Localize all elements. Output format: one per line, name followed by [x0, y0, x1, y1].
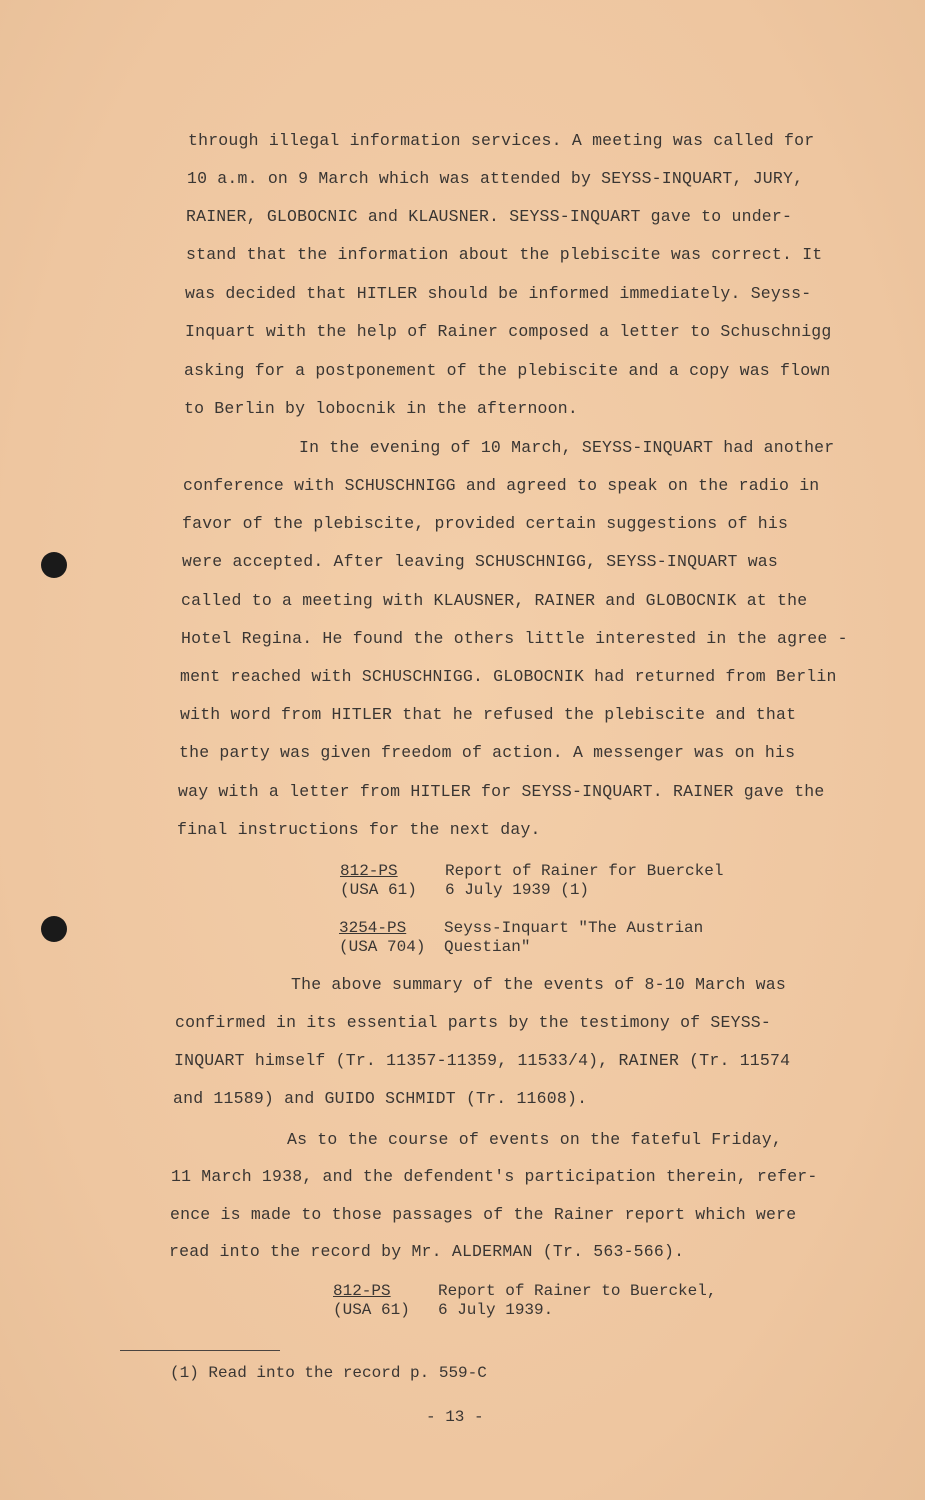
- reference-description: 6 July 1939 (1): [445, 881, 590, 899]
- footnote: (1) Read into the record p. 559-C: [170, 1364, 487, 1382]
- exhibit-number: (USA 704): [339, 938, 426, 956]
- text-line: was decided that HITLER should be informed immediately. Seyss-: [185, 284, 812, 303]
- page-number: - 13 -: [426, 1408, 484, 1426]
- text-line: were accepted. After leaving SCHUSCHNIGG, SEYSS-INQUART was: [182, 552, 778, 571]
- document-code: 3254-PS: [339, 919, 407, 937]
- punch-hole-lower: [41, 916, 67, 942]
- text-line: the party was given freedom of action. A messenger was on his: [179, 743, 796, 762]
- text-line: RAINER, GLOBOCNIC and KLAUSNER. SEYSS-INQUART gave to under-: [186, 207, 793, 226]
- document-code: 812-PS: [333, 1282, 391, 1300]
- text-line: to Berlin by lobocnik in the afternoon.: [184, 399, 578, 418]
- text-line: INQUART himself (Tr. 11357-11359, 11533/4), RAINER (Tr. 11574: [174, 1051, 791, 1070]
- text-line: conference with SCHUSCHNIGG and agreed to speak on the radio in: [183, 476, 820, 495]
- punch-hole-upper: [41, 552, 67, 578]
- text-line: ment reached with SCHUSCHNIGG. GLOBOCNIK had returned from Berlin: [180, 667, 837, 686]
- text-line: ence is made to those passages of the Rainer report which were: [170, 1205, 797, 1224]
- text-line: confirmed in its essential parts by the testimony of SEYSS-: [175, 1013, 771, 1032]
- text-line: read into the record by Mr. ALDERMAN (Tr. 563-566).: [169, 1242, 685, 1261]
- exhibit-number: (USA 61): [340, 881, 417, 899]
- text-line: called to a meeting with KLAUSNER, RAINER and GLOBOCNIK at the: [181, 591, 808, 610]
- reference-description: Seyss-Inquart "The Austrian: [444, 919, 704, 937]
- text-line: As to the course of events on the fateful Friday,: [287, 1130, 782, 1149]
- text-line: In the evening of 10 March, SEYSS-INQUART had another: [299, 438, 835, 457]
- text-line: The above summary of the events of 8-10 March was: [291, 975, 786, 994]
- text-line: Inquart with the help of Rainer composed a letter to Schuschnigg: [185, 322, 832, 341]
- text-line: through illegal information services. A meeting was called for: [188, 131, 815, 150]
- text-line: 10 a.m. on 9 March which was attended by SEYSS-INQUART, JURY,: [187, 169, 804, 188]
- exhibit-number: (USA 61): [333, 1301, 410, 1319]
- text-line: stand that the information about the plebiscite was correct. It: [186, 245, 823, 264]
- reference-description: Report of Rainer for Buerckel: [445, 862, 724, 880]
- text-line: asking for a postponement of the plebiscite and a copy was flown: [184, 361, 831, 380]
- reference-description: Report of Rainer to Buerckel,: [438, 1282, 717, 1300]
- reference-description: Questian": [444, 938, 531, 956]
- document-code: 812-PS: [340, 862, 398, 880]
- text-line: Hotel Regina. He found the others little interested in the agree -: [181, 629, 848, 648]
- text-line: with word from HITLER that he refused the plebiscite and that: [180, 705, 797, 724]
- text-line: final instructions for the next day.: [177, 820, 541, 839]
- footnote-rule: [120, 1350, 280, 1351]
- reference-description: 6 July 1939.: [438, 1301, 554, 1319]
- text-line: way with a letter from HITLER for SEYSS-INQUART. RAINER gave the: [178, 782, 825, 801]
- text-line: 11 March 1938, and the defendent's participation therein, refer-: [171, 1167, 818, 1186]
- text-line: and 11589) and GUIDO SCHMIDT (Tr. 11608).: [173, 1089, 588, 1108]
- text-line: favor of the plebiscite, provided certain suggestions of his: [182, 514, 789, 533]
